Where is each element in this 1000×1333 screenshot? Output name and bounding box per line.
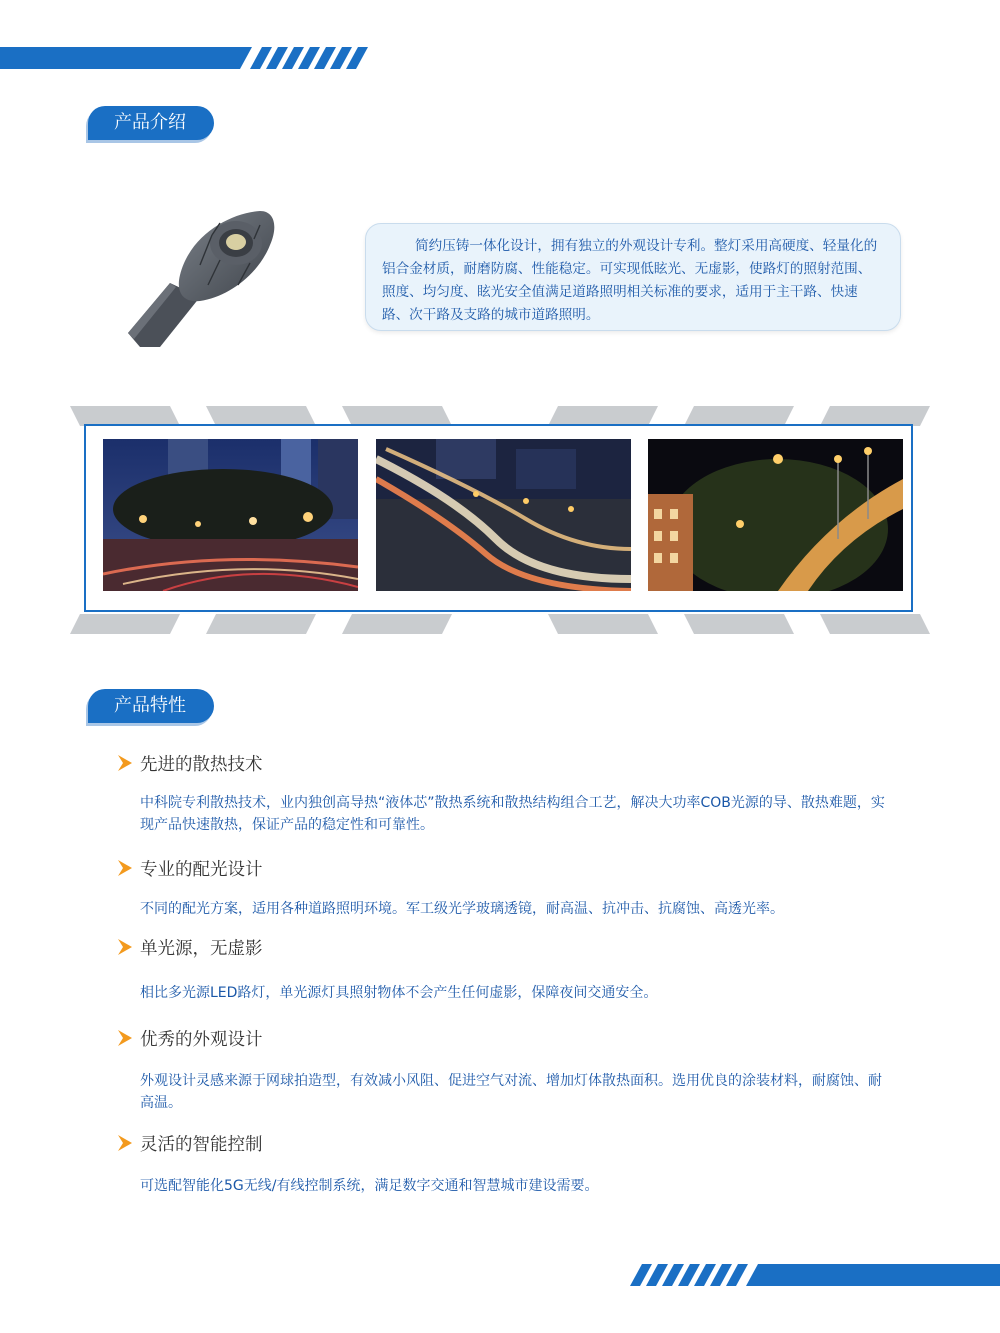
- section-header-features: 产品特性: [88, 689, 214, 723]
- feature-arrow-icon: [116, 938, 134, 956]
- feature-description: 相比多光源LED路灯，单光源灯具照射物体不会产生任何虚影，保障夜间交通安全。: [140, 985, 658, 1001]
- top-stripe-bar: [0, 47, 370, 69]
- feature-arrow-icon: [116, 1134, 134, 1152]
- feature-description: 可选配智能化5G无线/有线控制系统，满足数字交通和智慧城市建设需要。: [140, 1178, 599, 1194]
- feature-title: 专业的配光设计: [140, 860, 263, 880]
- feature-description: 中科院专利散热技术，业内独创高导热“液体芯”散热系统和散热结构组合工艺，解决大功率COB光源的导、散热难题，实现产品快速散热，保证产品的稳定性和可靠性。: [140, 795, 885, 833]
- feature-description: 外观设计灵感来源于网球拍造型，有效减小风阻、促进空气对流、增加灯体散热面积。选用优良的涂装材料，耐腐蚀、耐高温。: [140, 1073, 882, 1111]
- chevron-band-top: [70, 406, 930, 426]
- photo-city-intersection: [103, 439, 358, 591]
- intro-description: 简约压铸一体化设计，拥有独立的外观设计专利。整灯采用高硬度、轻量化的铝合金材质，耐磨防腐、性能稳定。可实现低眩光、无虚影，使路灯的照射范围、照度、均匀度、眩光安全值满足道路照明相关标准的要求，适用于主干路、快速路、次干路及支路的城市道路照明。: [382, 238, 878, 323]
- bottom-stripe-bar: [630, 1264, 1000, 1286]
- feature-title: 优秀的外观设计: [140, 1030, 263, 1050]
- chevron-band-bottom: [70, 614, 930, 634]
- photo-overpass-lights: [648, 439, 903, 591]
- street-light-product-image: [120, 205, 280, 355]
- feature-title: 灵活的智能控制: [140, 1135, 263, 1155]
- feature-arrow-icon: [116, 754, 134, 772]
- photo-highway-trails: [376, 439, 631, 591]
- feature-arrow-icon: [116, 859, 134, 877]
- section-header-intro: 产品介绍: [88, 106, 214, 140]
- feature-description: 不同的配光方案，适用各种道路照明环境。军工级光学玻璃透镜，耐高温、抗冲击、抗腐蚀、高透光率。: [140, 901, 784, 917]
- feature-arrow-icon: [116, 1029, 134, 1047]
- feature-title: 单光源，无虚影: [140, 939, 263, 959]
- feature-title: 先进的散热技术: [140, 755, 263, 775]
- intro-description-box: [365, 223, 901, 331]
